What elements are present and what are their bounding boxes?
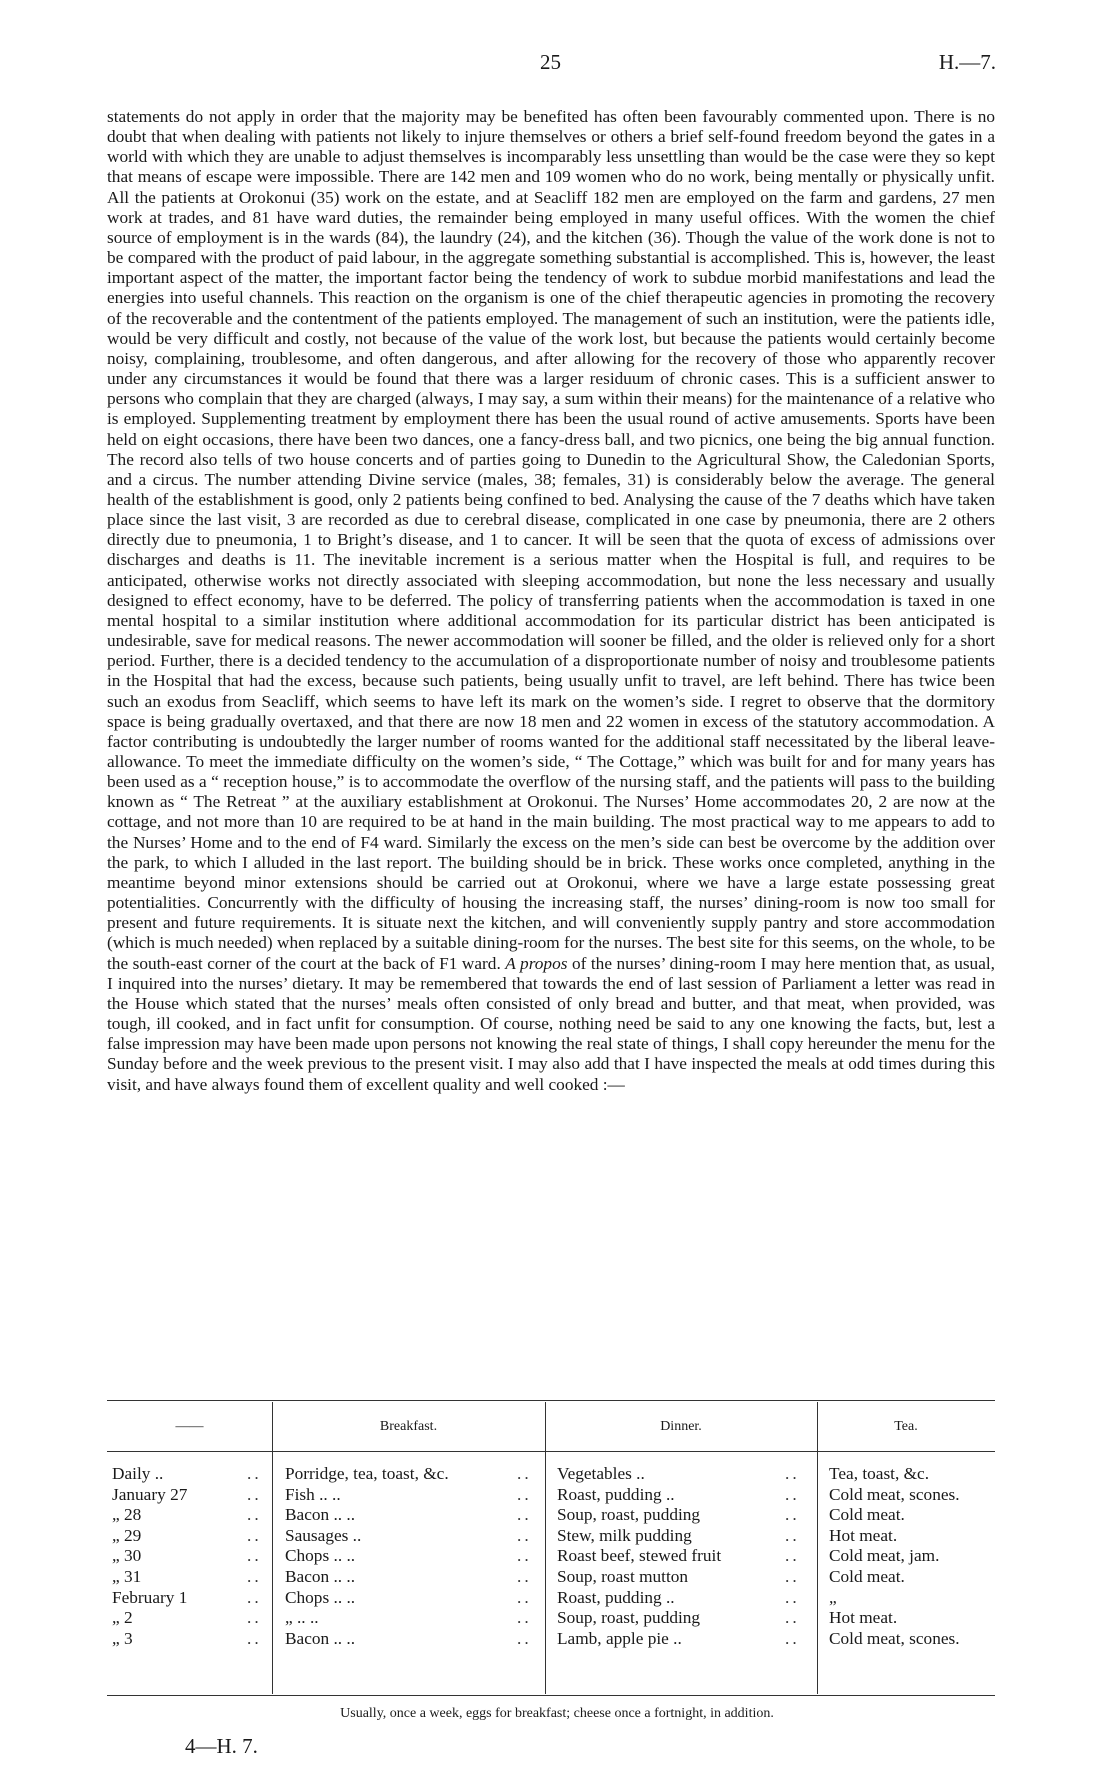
menu-cell-day: Daily .. — [112, 1464, 164, 1483]
menu-cell-breakfast: „ .. .. — [285, 1608, 319, 1628]
body-text-part-2: of the nurses’ dining-room I may here mention that, as usual, I inquired into the nurses’ dietary. It may be remembered that towards the end of last session of Parliament a letter was read in the House which stated that the nurses’ meals often consisted of only bread and butter, and that meat, when provided, was tough, ill cooked, and in fact unfit for consumption. Of course, nothing need be said to any one knowing the facts, but, lest a false impression may have been made upon persons not knowing the real state of things, I shall copy hereunder the menu for the Sunday before and the week previous to the present visit. I may also add that I have inspected the meals at odd times during this visit, and have always found them of excellent quality and well cooked :— — [107, 953, 995, 1094]
table-row — [107, 1608, 995, 1629]
menu-cell-tea: Cold meat. — [829, 1505, 905, 1525]
menu-cell-dots1: .. — [247, 1525, 262, 1545]
menu-cell-dots3: .. — [785, 1587, 800, 1607]
menu-cell-dots2: .. — [517, 1484, 532, 1504]
menu-footnote: Usually, once a week, eggs for breakfast; cheese once a fortnight, in addition. — [340, 1706, 774, 1721]
menu-header-dinner: Dinner. — [660, 1419, 702, 1434]
italic-phrase: A propos — [505, 953, 568, 973]
menu-rule-header — [107, 1451, 995, 1452]
menu-cell-dinner: Roast beef, stewed fruit — [557, 1546, 722, 1566]
table-row — [107, 1485, 995, 1506]
menu-cell-dots1: .. — [247, 1608, 262, 1628]
menu-cell-dinner: Stew, milk pudding — [557, 1525, 692, 1545]
menu-cell-dots1: .. — [247, 1546, 262, 1566]
menu-cell-dots2: .. — [517, 1525, 532, 1545]
table-row — [107, 1526, 995, 1547]
menu-cell-dots1: .. — [247, 1484, 262, 1504]
page-number: 25 — [540, 50, 561, 74]
menu-cell-dots1: .. — [247, 1567, 262, 1586]
menu-cell-tea: Cold meat, scones. — [829, 1484, 960, 1504]
menu-cell-dots3: .. — [785, 1567, 800, 1586]
menu-cell-dots3: .. — [785, 1608, 800, 1628]
menu-cell-dots1: .. — [247, 1628, 262, 1648]
menu-cell-dots2: .. — [517, 1608, 532, 1628]
menu-cell-day: February 1 — [112, 1587, 188, 1607]
menu-cell-dinner: Lamb, apple pie .. — [557, 1628, 682, 1648]
menu-cell-tea: Cold meat, scones. — [829, 1628, 960, 1648]
menu-cell-breakfast: Bacon .. .. — [285, 1567, 356, 1586]
menu-cell-day: „ 29 — [112, 1525, 142, 1545]
menu-cell-breakfast: Chops .. .. — [285, 1546, 356, 1566]
menu-cell-dots2: .. — [517, 1546, 532, 1566]
body-text-part-1: statements do not apply in order that the majority may be benefited has often been favourably commented upon. There is no doubt that when dealing with patients not likely to injure themselves or others a brief self-found freedom beyond the gates in a world with which they are unable to adjust themselves is incomparably less unsettling than would be the case were they so kept that means of escape were impossible. There are 142 men and 109 women who do no work, being mentally or physically unfit. All the patients at Orokonui (35) work on the estate, and at Seacliff 182 men are employed on the farm and gardens, 27 men work at trades, and 81 have ward duties, the remainder being employed in many useful offices. With the women the chief source of employment is in the wards (84), the laundry (24), and the kitchen (36). Though the value of the work done is not to be compared with the product of paid labour, in the aggregate something substantial is accomplished. This is, however, the least important aspect of the matter, the important factor being the tendency of work to subdue morbid manifestations and lead the energies into useful channels. This reaction on the organism is one of the chief therapeutic agencies in promoting the recovery of the recoverable and the contentment of the patients employed. The management of such an institution, were the patients idle, would be very difficult and costly, not because of the value of the work lost, but because the patients would certainly become noisy, complaining, troublesome, and often dangerous, and after allowing for the recovery of those who apparently recover under any circumstances it would be found that there was a larger residuum of chronic cases. This is a sufficient answer to persons who complain that they are charged (always, I may say, a sum within their means) for the maintenance of a relative who is employed. Supplementing treatment by employment there has been the usual round of active amusements. Sports have been held on eight occasions, there have been two dances, one a fancy-dress ball, and two picnics, one being the big annual function. The record also tells of two house concerts and of parties going to Dunedin to the Agricultural Show, the Caledonian Sports, and a circus. The number attending Divine service (males, 38; females, 31) is considerably below the average. The general health of the establishment is good, only 2 patients being confined to bed. Analysing the cause of the 7 deaths which have taken place since the last visit, 3 are recorded as due to cerebral disease, complicated in one case by pneumonia, there are 2 others directly due to pneumonia, 1 to Bright’s disease, and 1 to cancer. It will be seen that the quota of excess of admissions over discharges and deaths is 11. The inevitable increment is a serious matter when the Hospital is full, and requires to be anticipated, otherwise works not directly associated with sleeping accommodation, but none the less necessary and usually designed to effect economy, have to be deferred. The policy of transferring patients when the accommodation is taxed in one mental hospital to a similar institution where additional accommodation for its particular district has been anticipated is undesirable, save for medical reasons. The newer accommodation will sooner be filled, and the older is relieved only for a short period. Further, there is a decided tendency to the accumulation of a disproportionate number of noisy and troublesome patients in the Hospital that had the excess, because such patients, being usually unfit to travel, are left behind. There has twice been such an exodus from Seacliff, which seems to have left its mark on the women’s side. I regret to observe that the dormitory space is being gradually overtaxed, and that there are now 18 men and 22 women in excess of the statutory accommodation. A factor contributing is undoubtedly the larger number of rooms wanted for the additional staff necessitated by the liberal leave-allowance. To meet the immediate difficulty on the women’s side, “ The Cottage,” which was built for and for many years has been used as a “ reception house,” is to accommodate the overflow of the nursing staff, and the patients will pass to the building known as “ The Retreat ” at the auxiliary establishment at Orokonui. The Nurses’ Home accommodates 20, 2 are now at the cottage, and not more than 10 are required to be at hand in the main building. The most practical way to me appears to add to the Nurses’ Home and to the end of F4 ward. Similarly the excess on the men’s side can best be overcome by the addition over the park, to which I alluded in the last report. The building should be in brick. These works once completed, anything in the meantime beyond minor extensions should be carried out at Orokonui, where we have a large estate possessing great potentialities. Concurrently with the difficulty of housing the increasing staff, the nurses’ dining-room is now too small for present and future requirements. It is situate next the kitchen, and will conveniently supply pantry and store accommodation (which is much needed) when replaced by a suitable dining-room for the nurses. The best site for this seems, on the whole, to be the south-east corner of the court at the back of F1 ward. — [107, 107, 995, 973]
menu-cell-dinner: Roast, pudding .. — [557, 1484, 675, 1504]
menu-cell-dots3: .. — [785, 1546, 800, 1566]
menu-cell-day: „ 31 — [112, 1567, 142, 1586]
menu-cell-dots3: .. — [785, 1525, 800, 1545]
menu-cell-dots2: .. — [517, 1628, 532, 1648]
menu-cell-dots2: .. — [517, 1587, 532, 1607]
menu-cell-dots2: .. — [517, 1464, 532, 1483]
menu-cell-dots3: .. — [785, 1484, 800, 1504]
menu-header-day: —— — [175, 1419, 204, 1434]
menu-rule-top — [107, 1400, 995, 1401]
menu-cell-dots3: .. — [785, 1505, 800, 1525]
table-row — [107, 1588, 995, 1609]
menu-cell-day: „ 3 — [112, 1628, 133, 1648]
menu-cell-dinner: Vegetables .. — [557, 1464, 645, 1483]
table-row — [107, 1629, 995, 1650]
table-row — [107, 1567, 995, 1588]
menu-cell-tea: Cold meat, jam. — [829, 1546, 940, 1566]
menu-cell-dots3: .. — [785, 1464, 800, 1483]
menu-cell-dots3: .. — [785, 1628, 800, 1648]
menu-cell-day: „ 30 — [112, 1546, 142, 1566]
menu-cell-dots2: .. — [517, 1505, 532, 1525]
menu-header-tea: Tea. — [894, 1419, 918, 1434]
menu-cell-breakfast: Chops .. .. — [285, 1587, 356, 1607]
menu-cell-dinner: Roast, pudding .. — [557, 1587, 675, 1607]
menu-cell-tea: „ — [829, 1587, 837, 1607]
menu-cell-day: „ 28 — [112, 1505, 142, 1525]
menu-cell-day: „ 2 — [112, 1608, 133, 1628]
sheet-signature: 4—H. 7. — [185, 1734, 258, 1758]
menu-cell-tea: Tea, toast, &c. — [829, 1464, 930, 1483]
menu-rule-bottom — [107, 1695, 995, 1696]
menu-cell-day: January 27 — [112, 1484, 188, 1504]
menu-cell-dinner: Soup, roast mutton — [557, 1567, 689, 1586]
menu-cell-dinner: Soup, roast, pudding — [557, 1608, 701, 1628]
menu-cell-dinner: Soup, roast, pudding — [557, 1505, 701, 1525]
menu-cell-breakfast: Bacon .. .. — [285, 1505, 356, 1525]
table-row — [107, 1464, 995, 1485]
menu-cell-tea: Hot meat. — [829, 1608, 898, 1628]
menu-cell-dots2: .. — [517, 1567, 532, 1586]
body-paragraph — [107, 107, 995, 1095]
menu-cell-breakfast: Fish .. .. — [285, 1484, 341, 1504]
document-code: H.—7. — [938, 50, 996, 74]
menu-cell-dots1: .. — [247, 1505, 262, 1525]
menu-cell-breakfast: Sausages .. — [285, 1525, 362, 1545]
menu-cell-dots1: .. — [247, 1587, 262, 1607]
menu-cell-breakfast: Bacon .. .. — [285, 1628, 356, 1648]
table-row — [107, 1505, 995, 1526]
menu-cell-dots1: .. — [247, 1464, 262, 1483]
menu-cell-tea: Cold meat. — [829, 1567, 905, 1586]
menu-cell-breakfast: Porridge, tea, toast, &c. — [285, 1464, 449, 1483]
menu-cell-tea: Hot meat. — [829, 1525, 898, 1545]
menu-header-breakfast: Breakfast. — [379, 1419, 438, 1434]
table-row — [107, 1546, 995, 1567]
